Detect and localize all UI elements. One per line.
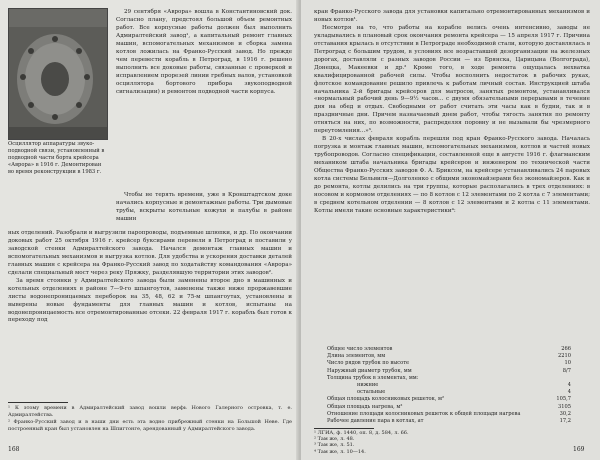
boiler-characteristics-table xyxy=(327,346,571,425)
table-row xyxy=(327,418,571,425)
table-row xyxy=(327,396,571,403)
table-row xyxy=(327,375,571,382)
row-label: Наружный диаметр трубок, мм xyxy=(327,367,412,374)
row-value: 3105 xyxy=(558,403,571,410)
footnote: ⁴ Там же, л. 10—14. xyxy=(314,448,366,455)
table-row xyxy=(327,411,571,418)
row-label: Отношение площади колосниковых решеток к общей площади нагрева xyxy=(327,410,521,417)
row-label: нижние xyxy=(357,382,379,389)
row-label: Общая площадь нагрева, м² xyxy=(327,403,403,410)
paragraph: За время стоянки у Адмиралтейского завода были заменены второе дно в машинных и котельных отделениях в районе 7—9-го шпангоутов, заменены также ниже проржавевшие листы водонепроницаемых переборок на 35, 48, 62 и 75-м шпангоутах, установлены и выверены новые фундаменты для главных машин и котлов, испытаны на водонепроницаемость все отремонтированные отсеки. 22 февраля 1917 г. корабль был готов к переходу под xyxy=(8,277,292,324)
photo-caption: Осциллятор аппаратуры звукоподводной связи, установленный в подводной части борта крейсера «Аврора» в 1916 г. Демонтирован во время реконструкции в 1983 г. xyxy=(8,141,105,175)
footnote-rule xyxy=(8,402,68,403)
row-value: 2210 xyxy=(558,353,571,360)
row-value xyxy=(541,375,571,382)
row-label: Рабочее давление пара в котлах, ат xyxy=(327,418,424,425)
table-row xyxy=(327,346,571,353)
footnote-rule xyxy=(314,428,374,429)
left-column-text xyxy=(116,9,292,96)
paragraph: ных отделений. Разобрали и выгрузили паропроводы, подъемные шлюпки, и др. По окончании доковых работ 25 октября 1916 г. крейсер буксирами перевели в Петроград и поставили у заводской стенки Адмиралтейского завода. Начался демонтаж главных машин и вспомогательных механизмов и выгрузка котлов. Для удобства и ускорения доставки деталей главных машин с крейсера на Франко-Русский завод по ходатайству командования «Аврора» сделали специальный мост через реку Пряжку, разделявшую территории этих заводов². xyxy=(8,230,292,276)
left-full-text xyxy=(8,230,292,325)
row-value: 4 xyxy=(567,389,571,396)
row-value: 10 xyxy=(564,360,571,367)
footnote: ³ Там же, л. 51. xyxy=(314,442,355,449)
paragraph: Чтобы не терять времени, уже в Кронштадтском доке начались корпусные и демонтажные работы. Три дымовые трубы, вскрыты котельные кожухи и палубы в районе машин xyxy=(116,192,292,222)
footnote: ¹ К этому времени в Адмиралтейский завод вошли верфь Нового Галерного островка, т. е. Адмиралтейства. xyxy=(8,405,292,418)
footnote: ² Там же, л. 48. xyxy=(314,436,355,443)
paragraph: В 20-х числах февраля корабль перешли под кран Франко-Русского завода. Началась погрузка и монтаж главных машин, вспомогательных механизмов, котлов и частей новых трубопроводов. Согласно спецификации, составленной еще в августе 1916 г. флагманским механиком штаба начальника бригады крейсеров и инженером по технической части Общества Франко-Русских заводов Ф. А. Бриксом, на крейсере устанавливались 24 паровых котла системы Бельвиля—Долголенко с общими экономайзерами без экономайзеров. Как и до ремонта, котлы делились на три группы, которые располагались в трех отделениях: в носовом и кормовом отделениях — по 8 котлов с 12 элементами по 2 котла с 7 элементами; в среднем котельном отделении — 8 котлов с 12 элементами и 2 котла с 11 элементами. Котлы имели такие основные характеристики⁴: xyxy=(314,136,590,214)
row-label: остальные xyxy=(357,389,386,396)
row-label: Число рядов трубок по высоте xyxy=(327,360,410,367)
left-column-text-2 xyxy=(116,192,292,224)
page-number: 168 xyxy=(8,446,20,453)
right-footnotes-list xyxy=(314,430,474,455)
left-page xyxy=(0,0,299,460)
table-row xyxy=(327,360,571,367)
footnote: ² Франко-Русский завод и в наши дни есть эта водно прибрежный стенки на Большой Неве. Где построенный кран был установлен на Шпигтонге, арендованный у Адмиралтейского завода. xyxy=(8,418,292,432)
row-label: Общая площадь колосниковых решеток, м² xyxy=(327,396,445,403)
footnote: ¹ ЛГИА, ф. 1440, оп. 8, д. 584, л. 66. xyxy=(314,430,409,436)
row-value: 4 xyxy=(567,382,571,389)
row-value: 8/7 xyxy=(562,367,571,374)
row-value: 30,2 xyxy=(559,410,571,417)
row-label: Длина элементов, мм xyxy=(327,353,386,360)
row-label: Общее число элементов xyxy=(327,346,393,352)
right-body-text xyxy=(314,9,590,216)
row-value: 266 xyxy=(561,346,571,352)
page-number: 169 xyxy=(573,446,585,453)
table-row xyxy=(327,404,571,411)
right-page xyxy=(301,0,600,460)
paragraph: 29 сентября «Аврора» вошла в Константиновский док. Согласно плану, предстоял большой объем ремонтных работ. Все корпусные работы должен был выполнить Адмиралтейский завод¹, а капитальный ремонт главных машин, вспомогательных механизмов и сборка замена котлов ложилась на Франко-Русский завод. Но прежде чем перевести корабль в Петроград, в 1916 г. решено выполнить все доковые работы, связанные с проверкой и исправлением прорезей линии гребных валов, установкой осциллятора бортового прибора звукоподводной сигнализации) и ремонтом подводной части корпуса. xyxy=(116,9,292,95)
table-row xyxy=(327,368,571,375)
paragraph: кран Франко-Русского завода для установки капитально отремонтированных механизмов и новых котлов¹. xyxy=(314,9,590,23)
row-value: 17,2 xyxy=(559,418,571,425)
row-label: Толщина трубок в элементах, мм: xyxy=(327,374,419,381)
left-footnotes xyxy=(8,405,292,433)
oscillator-photo xyxy=(8,8,108,140)
oscillator-image xyxy=(9,9,107,139)
row-value: 105,7 xyxy=(556,396,571,403)
table-row xyxy=(327,382,571,389)
paragraph: Несмотря на то, что работы на корабле велись очень интенсивно, заводы не укладывались в плановый срок окончания ремонта крейсера — 15 апреля 1917 г. Причина отставания крылась в отсутствии в Петрограде необходимой стали, которую доставлялась в Петроград с большим трудом, в условиях все возраставшей дезорганизации на железных дорогах, доставляли с разных заводов России — из Брянска, Царицына (Волгограда), Донецка, Макеевки и др.² Кроме того, в ходе ремонта ощущалась нехватка квалифицированной рабочей силы. Чтобы восполнить недостаток в рабочих руках, флотское командование решило привлечь к работам личный состав. Инструкцией штаба начальника 2-й бригады крейсеров для матросов, занятых ремонтом, устанавливался «нормальный рабочий день 9—9½ часов... с двумя обязательными перерывами в течение дня на обед и отдых. Свободными от работ считать эти часы как в будни, так и в праздничные дни. Причем назначаемый днем работ, чтобы тягость занятия по ремонту отняться на них, по возможности, распределяя поровну и не вызывали бы чрезмерного переутомления...»³. xyxy=(314,24,590,135)
